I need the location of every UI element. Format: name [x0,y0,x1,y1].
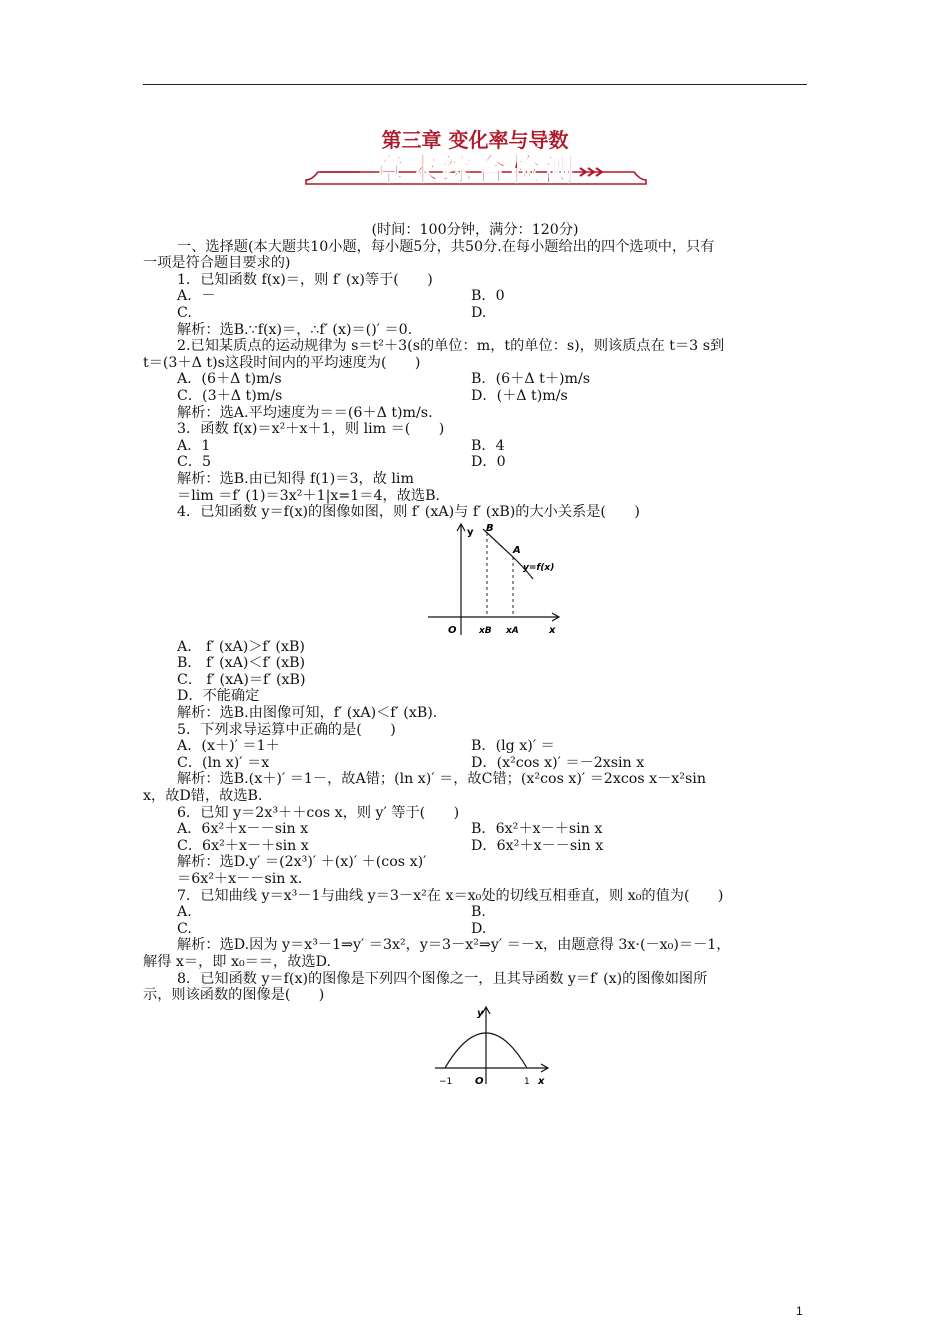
option-c: C. [177,920,192,937]
question-8-cont: 示，则该函数的图像是( ) [143,987,325,1004]
origin-label: O [475,1075,484,1087]
solution-3: 解析：选B.由已知得 f(1)＝3，故 lim [177,470,414,487]
option-row [143,454,807,471]
option-row [143,904,807,921]
axis-x-label: x [549,624,556,636]
question-8: 8．已知函数 y＝f(x)的图像是下列四个图像之一，且其导函数 y＝f′ (x)的图像如图所 [177,970,708,987]
graph-fx [143,521,807,639]
tick-xb-label: xB [479,625,492,636]
option-b: B．(6＋Δ t＋)m/s [471,371,591,388]
option-d: D. [471,920,487,937]
tick-xa-label: xA [506,625,519,636]
solution-1: 解析：选B.∵f(x)＝，∴f′ (x)＝()′ ＝0. [177,321,413,338]
option-row [143,838,807,855]
question-2: 2.已知某质点的运动规律为 s＝t²＋3(s的单位：m，t的单位：s)，则该质点在 t＝3 s到 [177,338,725,355]
option-c: C． f′ (xA)＝f′ (xB) [177,671,306,688]
option-row [143,921,807,938]
option-a: A．(6＋Δ t)m/s [177,371,282,388]
option-c: C．(3＋Δ t)m/s [177,387,283,404]
option-a: A．6x²＋x－－sin x [177,821,309,838]
document-body [143,222,807,1090]
option-a: A． f′ (xA)＞f′ (xB) [177,638,305,655]
option-d: D．不能确定 [177,688,260,705]
solution-6-cont: ＝6x²＋x－－sin x. [177,871,303,887]
solution-2: 解析：选A.平均速度为＝＝(6＋Δ t)m/s. [177,404,433,421]
tick-neg1-label: −1 [439,1076,453,1087]
banner [298,150,654,194]
origin-label: O [448,624,457,636]
section-intro: 一、选择题(本大题共10小题，每小题5分，共50分.在每小题给出的四个选项中，只有 [177,238,715,255]
question-4: 4．已知函数 y＝f(x)的图像如图，则 f′ (xA)与 f′ (xB)的大小关系是( ) [177,504,640,521]
solution-6: 解析：选D.y′ ＝(2x³)′ ＋(x)′ ＋(cos x)′ [177,854,427,871]
option-c: C. [177,304,192,321]
page-number: 1 [796,1304,803,1318]
option-b: B．4 [471,437,505,454]
option-d: D. [471,304,487,321]
axis-x-label: x [538,1075,545,1087]
graph-derivative [143,1004,807,1090]
option-d: D．(＋Δ t)m/s [471,387,568,404]
option-row [143,738,807,755]
option-row [143,305,807,322]
option-row [143,371,807,388]
figure-1 [143,521,807,639]
option-c: C．(ln x)′ ＝x [177,754,270,771]
option-row [143,755,807,772]
option-b: B．0 [471,288,505,305]
option-d: D．0 [471,454,506,471]
option-c: C．5 [177,454,212,471]
option-row [143,388,807,405]
solution-7-cont: 解得 x＝，即 x₀＝＝，故选D. [143,953,331,970]
option-b: B． f′ (xA)＜f′ (xB) [177,655,306,672]
curve-label: y=f(x) [523,562,555,573]
option-a: A．－ [177,288,216,305]
option-b: B．(lg x)′ ＝ [471,738,555,755]
chapter-title: 第三章 变化率与导数 [381,128,569,152]
option-row [143,438,807,455]
solution-5: 解析：选B.(x＋)′ ＝1－，故A错；(ln x)′ ＝，故C错；(x²cos x)′ ＝2xcos x－x²sin [177,771,706,788]
question-3: 3．函数 f(x)＝x²＋x＋1，则 lim ＝( ) [177,421,445,438]
question-6: 6．已知 y＝2x³＋＋cos x，则 y′ 等于( ) [177,804,460,821]
option-d: D．(x²cos x)′ ＝－2xsin x [471,754,645,771]
banner-title: 章末综合检测 [374,153,578,188]
section-intro-cont: 一项是符合题目要求的) [143,255,291,272]
solution-4: 解析：选B.由图像可知，f′ (xA)＜f′ (xB). [177,705,438,722]
point-b-label: B [486,522,494,534]
solution-5-cont: x，故D错，故选B. [143,788,263,805]
option-row [143,288,807,305]
header-rule [143,84,807,85]
option-d: D．6x²＋x－－sin x [471,837,604,854]
axis-y-label: y [477,1007,484,1019]
option-a: A．1 [177,437,211,454]
option-row [143,821,807,838]
tick-pos1-label: 1 [524,1076,530,1087]
figure-2 [143,1004,807,1090]
option-a: A．(x＋)′ ＝1＋ [177,738,280,755]
question-5: 5．下列求导运算中正确的是( ) [177,721,396,738]
axis-y-label: y [467,526,474,538]
question-1: 1．已知函数 f(x)＝，则 f′ (x)等于( ) [177,271,433,288]
point-a-label: A [513,544,521,556]
solution-7: 解析：选D.因为 y＝x³－1⇒y′ ＝3x²，y＝3－x²⇒y′ ＝－x，由题意得 3x·(－x₀)＝－1， [177,937,731,954]
option-a: A. [177,904,192,921]
time-note: (时间：100分钟，满分：120分) [371,222,579,238]
question-2-cont: t＝(3＋Δ t)s这段时间内的平均速度为( ) [143,354,421,371]
option-c: C．6x²＋x－＋sin x [177,837,309,854]
option-b: B．6x²＋x－＋sin x [471,821,603,838]
question-7: 7．已知曲线 y＝x³－1与曲线 y＝3－x²在 x＝x₀处的切线互相垂直，则 x₀的值为( ) [177,887,724,904]
solution-3-cont: ＝lim ＝f′ (1)＝3x²＋1|x=1＝4，故选B. [177,487,441,504]
option-b: B. [471,904,486,921]
